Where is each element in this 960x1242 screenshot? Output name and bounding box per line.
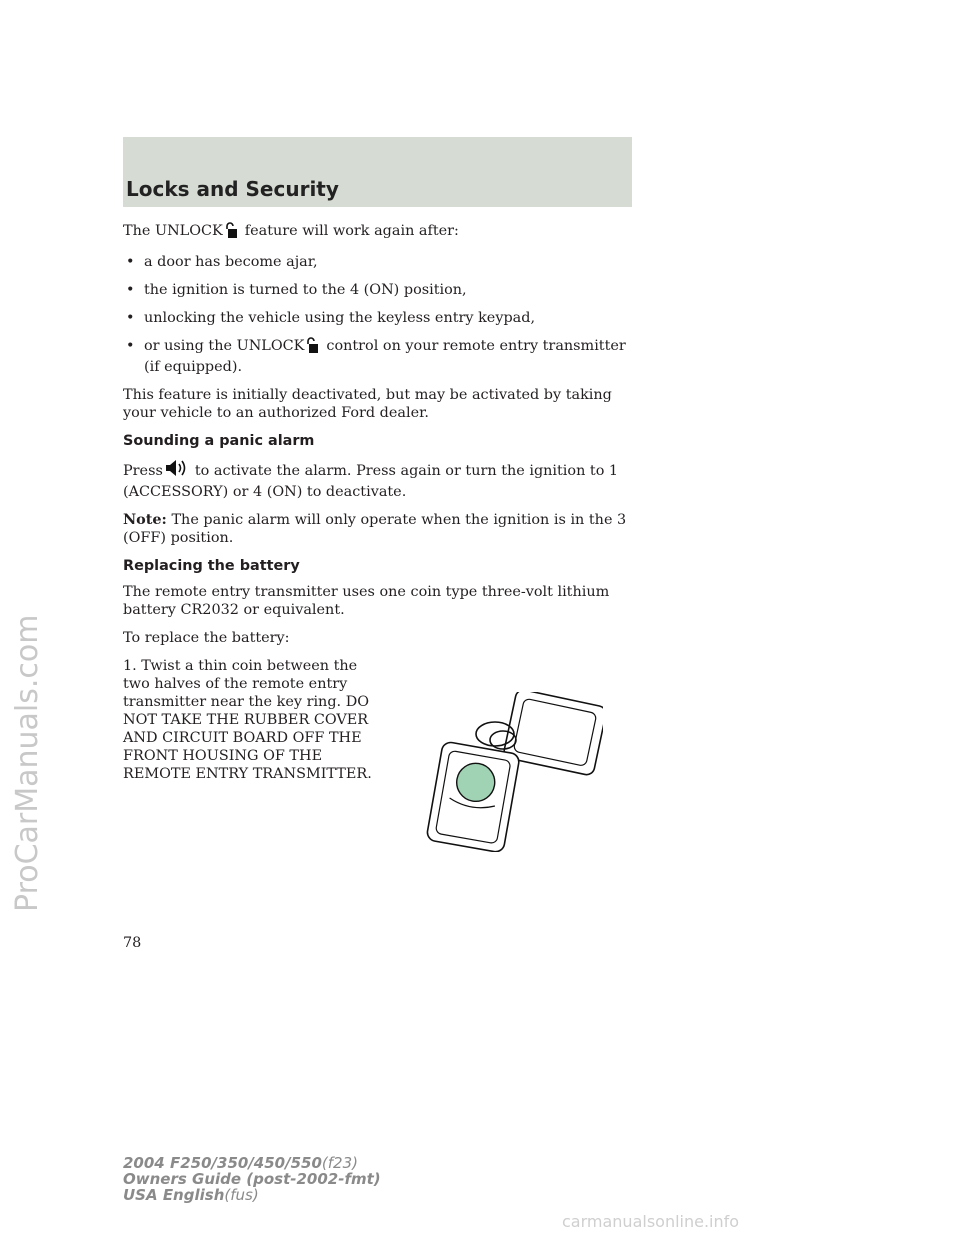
- bottom-watermark: carmanualsonline.info: [562, 1212, 740, 1231]
- bullet-text: unlocking the vehicle using the keyless entry keypad,: [144, 310, 536, 326]
- bullet-item: • the ignition is turned to the 4 (ON) position,: [126, 282, 467, 298]
- bullet-item: • unlocking the vehicle using the keyless entry keypad,: [126, 310, 536, 326]
- bullet-item: • or using the UNLOCK control on your remote entry transmitter (if equipped).: [126, 338, 626, 375]
- footer-model: 2004 F250/350/450/550: [123, 1154, 322, 1172]
- note-label: Note:: [123, 511, 167, 528]
- bullet-item: • a door has become ajar,: [126, 254, 318, 270]
- side-watermark: ProCarManuals.com: [10, 614, 45, 912]
- section-header: [123, 137, 632, 207]
- document-footer: [123, 1155, 381, 1203]
- last-bullet-before: or using the UNLOCK: [144, 338, 305, 354]
- footer-guide: Owners Guide (post-2002-fmt): [123, 1170, 381, 1188]
- panic-paragraph: [123, 458, 633, 501]
- replace-intro: To replace the battery:: [123, 630, 290, 646]
- section-title: Locks and Security: [126, 177, 339, 201]
- panic-horn-icon: [165, 458, 187, 483]
- last-bullet-after: control on your remote entry transmitter (if equipped).: [144, 338, 626, 375]
- press-after: to activate the alarm. Press again or turn the ignition to 1 (ACCESSORY) or 4 (ON) to deactivate.: [123, 463, 619, 500]
- note-text: The panic alarm will only operate when the ignition is in the 3 (OFF) position.: [123, 512, 627, 546]
- battery-description: The remote entry transmitter uses one coin type three-volt lithium battery CR2032 or equivalent.: [123, 584, 610, 618]
- page-body: [123, 222, 633, 832]
- unlock-icon: [306, 337, 318, 358]
- intro-before: The UNLOCK: [123, 223, 223, 239]
- unlock-icon: [225, 222, 237, 243]
- battery-heading: Replacing the battery: [123, 558, 300, 574]
- step-1-text: 1. Twist a thin coin between the two halves of the remote entry transmitter near the key ring. DO NOT TAKE THE RUBBER COVER AND CIRCUIT BOARD OFF THE FRONT HOUSING OF THE REMOTE ENTRY TRANSMITTER.: [123, 658, 372, 782]
- panic-note: [123, 511, 633, 547]
- press-before: Press: [123, 463, 163, 479]
- step-with-illustration: [123, 657, 633, 832]
- footer-language-code: (fus): [224, 1186, 259, 1204]
- intro-paragraph: [123, 222, 633, 243]
- remote-fob-illustration: [423, 692, 603, 857]
- footer-language: USA English: [123, 1186, 225, 1204]
- page-number: 78: [123, 935, 142, 951]
- intro-after: feature will work again after:: [244, 223, 459, 239]
- panic-heading: Sounding a panic alarm: [123, 433, 315, 449]
- footer-model-code: (f23): [321, 1154, 358, 1172]
- bullet-text: a door has become ajar,: [144, 254, 318, 270]
- bullet-text: the ignition is turned to the 4 (ON) position,: [144, 282, 467, 298]
- feature-note: This feature is initially deactivated, but may be activated by taking your vehicle to an authorized Ford dealer.: [123, 387, 612, 421]
